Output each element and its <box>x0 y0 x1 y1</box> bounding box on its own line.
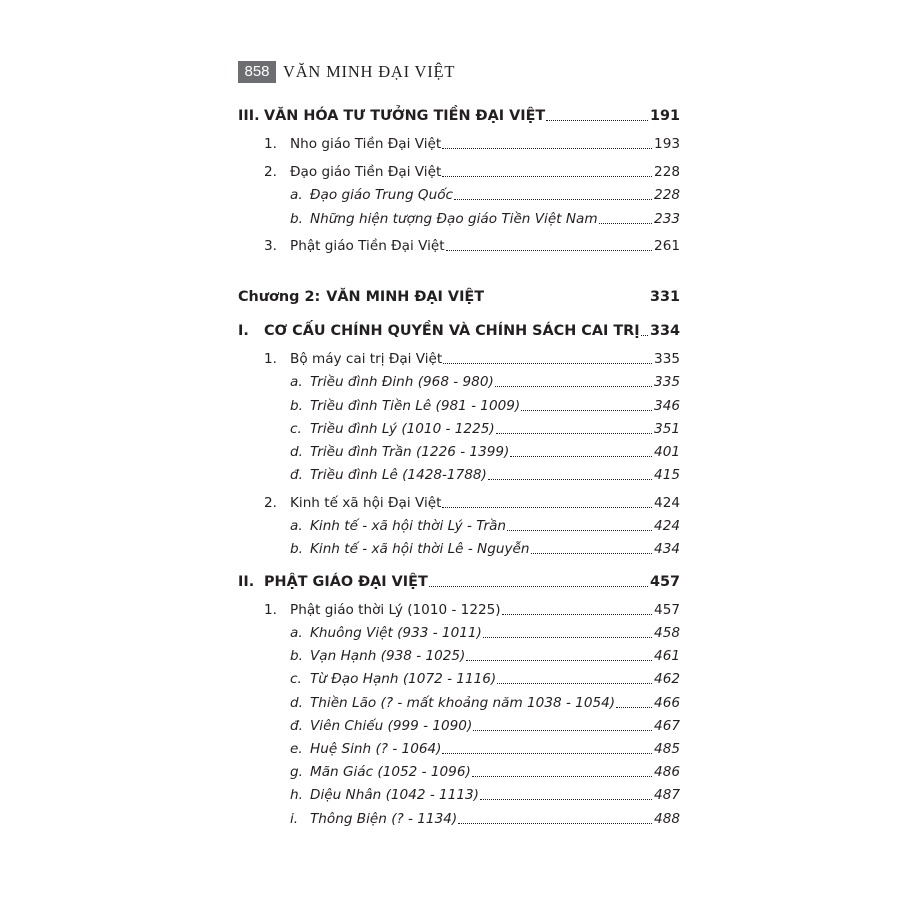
toc-entry-page: 457 <box>649 574 680 590</box>
toc-entry-number: 1. <box>264 602 277 618</box>
toc-entry <box>290 185 680 205</box>
toc-entry <box>290 442 680 462</box>
toc-entry-title: Đạo giáo Trung Quốc <box>310 187 453 203</box>
toc-entry-page: 466 <box>654 695 680 711</box>
toc-entry-page: 424 <box>654 518 680 534</box>
toc-entry-number: 1. <box>264 136 277 152</box>
dot-leader <box>507 530 652 531</box>
toc-entry-title: Từ Đạo Hạnh (1072 - 1116) <box>310 671 497 687</box>
dot-leader <box>502 614 652 615</box>
toc-entry-number: c. <box>290 671 302 687</box>
toc-entry-page: 462 <box>654 671 680 687</box>
toc-entry <box>290 623 680 643</box>
toc-entry-page: 485 <box>654 741 680 757</box>
toc-entry-page: 486 <box>654 764 680 780</box>
toc-entry-number: b. <box>290 398 303 414</box>
toc-entry-number: b. <box>290 648 303 664</box>
toc-entry <box>264 493 680 513</box>
toc-entry-number: Chương 2: <box>238 289 321 305</box>
toc-entry-title: Thông Biện (? - 1134) <box>310 811 458 827</box>
toc-entry-title: CƠ CẤU CHÍNH QUYỀN VÀ CHÍNH SÁCH CAI TRỊ <box>264 323 640 339</box>
toc-entry <box>290 669 680 689</box>
page-number: 858 <box>238 61 276 83</box>
dot-leader <box>454 199 652 200</box>
toc-entry <box>290 693 680 713</box>
toc-entry-title: Viên Chiếu (999 - 1090) <box>310 718 473 734</box>
toc-entry-page: 401 <box>654 444 680 460</box>
dot-leader <box>466 660 652 661</box>
toc-entry <box>290 465 680 485</box>
toc-entry-title: Phật giáo Tiền Đại Việt <box>290 238 445 254</box>
toc-entry-title: Đạo giáo Tiền Đại Việt <box>290 164 442 180</box>
toc-entry <box>290 809 680 829</box>
dot-leader <box>488 479 652 480</box>
toc-entry-title: Vạn Hạnh (938 - 1025) <box>310 648 466 664</box>
toc-entry-number: a. <box>290 187 303 203</box>
toc-entry <box>238 106 680 126</box>
toc-entry <box>290 539 680 559</box>
toc-entry-title: Triều đình Trần (1226 - 1399) <box>310 444 510 460</box>
toc-entry-title: Triều đình Lê (1428-1788) <box>310 467 487 483</box>
toc-entry-number: 2. <box>264 164 277 180</box>
dot-leader <box>641 335 648 336</box>
toc-entry <box>290 785 680 805</box>
toc-entry-title: VĂN MINH ĐẠI VIỆT <box>326 289 485 305</box>
toc-entry-number: 3. <box>264 238 277 254</box>
toc-entry-number: a. <box>290 518 303 534</box>
toc-entry-page: 228 <box>654 164 680 180</box>
toc-entry <box>238 321 680 341</box>
toc-entry-page: 335 <box>654 351 680 367</box>
toc-entry-number: 2. <box>264 495 277 511</box>
dot-leader <box>531 553 653 554</box>
toc-entry <box>290 209 680 229</box>
toc-entry-page: 415 <box>654 467 680 483</box>
toc-entry-number: c. <box>290 421 302 437</box>
toc-entry-page: 334 <box>649 323 680 339</box>
toc-entry-page: 191 <box>649 108 680 124</box>
toc-entry <box>264 134 680 154</box>
toc-entry-page: 424 <box>654 495 680 511</box>
toc-entry-title: Triều đình Tiền Lê (981 - 1009) <box>310 398 521 414</box>
toc-entry-page: 228 <box>654 187 680 203</box>
toc-entry-number: III. <box>238 108 260 124</box>
toc-entry-page: 467 <box>654 718 680 734</box>
toc-entry-title: Phật giáo thời Lý (1010 - 1225) <box>290 602 501 618</box>
dot-leader <box>442 507 652 508</box>
toc-entry <box>264 600 680 620</box>
toc-entry-title: Bộ máy cai trị Đại Việt <box>290 351 443 367</box>
toc-entry-number: 1. <box>264 351 277 367</box>
dot-leader <box>521 410 652 411</box>
toc-entry-number: đ. <box>290 718 303 734</box>
dot-leader <box>442 753 652 754</box>
dot-leader <box>616 707 652 708</box>
toc-entry <box>290 762 680 782</box>
toc-entry-title: VĂN HÓA TƯ TƯỞNG TIỀN ĐẠI VIỆT <box>264 108 546 124</box>
toc-entry-title: Huệ Sinh (? - 1064) <box>310 741 442 757</box>
toc-entry-page: 193 <box>654 136 680 152</box>
toc-entry <box>290 419 680 439</box>
dot-leader <box>443 363 652 364</box>
toc-entry-number: I. <box>238 323 249 339</box>
toc-entry-title: Kinh tế - xã hội thời Lý - Trần <box>310 518 507 534</box>
book-title: VĂN MINH ĐẠI VIỆT <box>283 62 456 81</box>
dot-leader <box>458 823 652 824</box>
toc-entry-page: 331 <box>649 289 680 305</box>
toc-entry-page: 461 <box>654 648 680 664</box>
dot-leader <box>497 683 652 684</box>
dot-leader <box>510 456 652 457</box>
toc-entry <box>238 287 680 307</box>
toc-entry-number: i. <box>290 811 299 827</box>
toc-entry-title: Triều đình Lý (1010 - 1225) <box>310 421 495 437</box>
toc-entry-title: Triều đình Đinh (968 - 980) <box>310 374 494 390</box>
toc-entry-number: a. <box>290 625 303 641</box>
toc-entry <box>290 396 680 416</box>
toc-entry-title: Mãn Giác (1052 - 1096) <box>310 764 471 780</box>
toc-entry-page: 351 <box>654 421 680 437</box>
toc-entry <box>290 372 680 392</box>
dot-leader <box>473 730 652 731</box>
toc-entry-title: Thiền Lão (? - mất khoảng năm 1038 - 1054) <box>310 695 616 711</box>
toc-entry-page: 233 <box>654 211 680 227</box>
dot-leader <box>546 120 648 121</box>
toc-entry <box>290 516 680 536</box>
toc-entry-page: 434 <box>654 541 680 557</box>
toc-entry-number: b. <box>290 541 303 557</box>
dot-leader <box>442 148 652 149</box>
dot-leader <box>496 433 652 434</box>
toc-entry-number: e. <box>290 741 303 757</box>
toc-entry-number: b. <box>290 211 303 227</box>
dot-leader <box>480 799 652 800</box>
toc-entry-page: 335 <box>654 374 680 390</box>
toc-entry-number: II. <box>238 574 255 590</box>
toc-entry-title: Nho giáo Tiền Đại Việt <box>290 136 442 152</box>
dot-leader <box>483 637 652 638</box>
toc-entry-title: Những hiện tượng Đạo giáo Tiền Việt Nam <box>310 211 598 227</box>
toc-entry-number: đ. <box>290 467 303 483</box>
toc-entry-number: a. <box>290 374 303 390</box>
toc-entry <box>290 739 680 759</box>
toc-entry <box>264 349 680 369</box>
toc-entry-page: 488 <box>654 811 680 827</box>
toc-entry-number: g. <box>290 764 303 780</box>
toc-entry <box>290 716 680 736</box>
dot-leader <box>429 586 648 587</box>
toc-entry <box>290 646 680 666</box>
toc-entry <box>264 162 680 182</box>
toc-entry-title: Kinh tế xã hội Đại Việt <box>290 495 442 511</box>
toc-entry-number: h. <box>290 787 303 803</box>
toc-entry <box>238 572 680 592</box>
toc-entry-number: d. <box>290 695 303 711</box>
dot-leader <box>442 176 652 177</box>
toc-entry-page: 487 <box>654 787 680 803</box>
toc-entry-title: Khuông Việt (933 - 1011) <box>310 625 482 641</box>
toc-entry-number: d. <box>290 444 303 460</box>
toc-entry-page: 261 <box>654 238 680 254</box>
toc-entry-title: PHẬT GIÁO ĐẠI VIỆT <box>264 574 428 590</box>
toc-entry-page: 346 <box>654 398 680 414</box>
toc-entry <box>264 236 680 256</box>
dot-leader <box>495 386 652 387</box>
dot-leader <box>472 776 652 777</box>
toc-entry-title: Kinh tế - xã hội thời Lê - Nguyễn <box>310 541 530 557</box>
toc-entry-title: Diệu Nhân (1042 - 1113) <box>310 787 479 803</box>
dot-leader <box>446 250 652 251</box>
toc-entry-page: 458 <box>654 625 680 641</box>
dot-leader <box>599 223 652 224</box>
toc-entry-page: 457 <box>654 602 680 618</box>
